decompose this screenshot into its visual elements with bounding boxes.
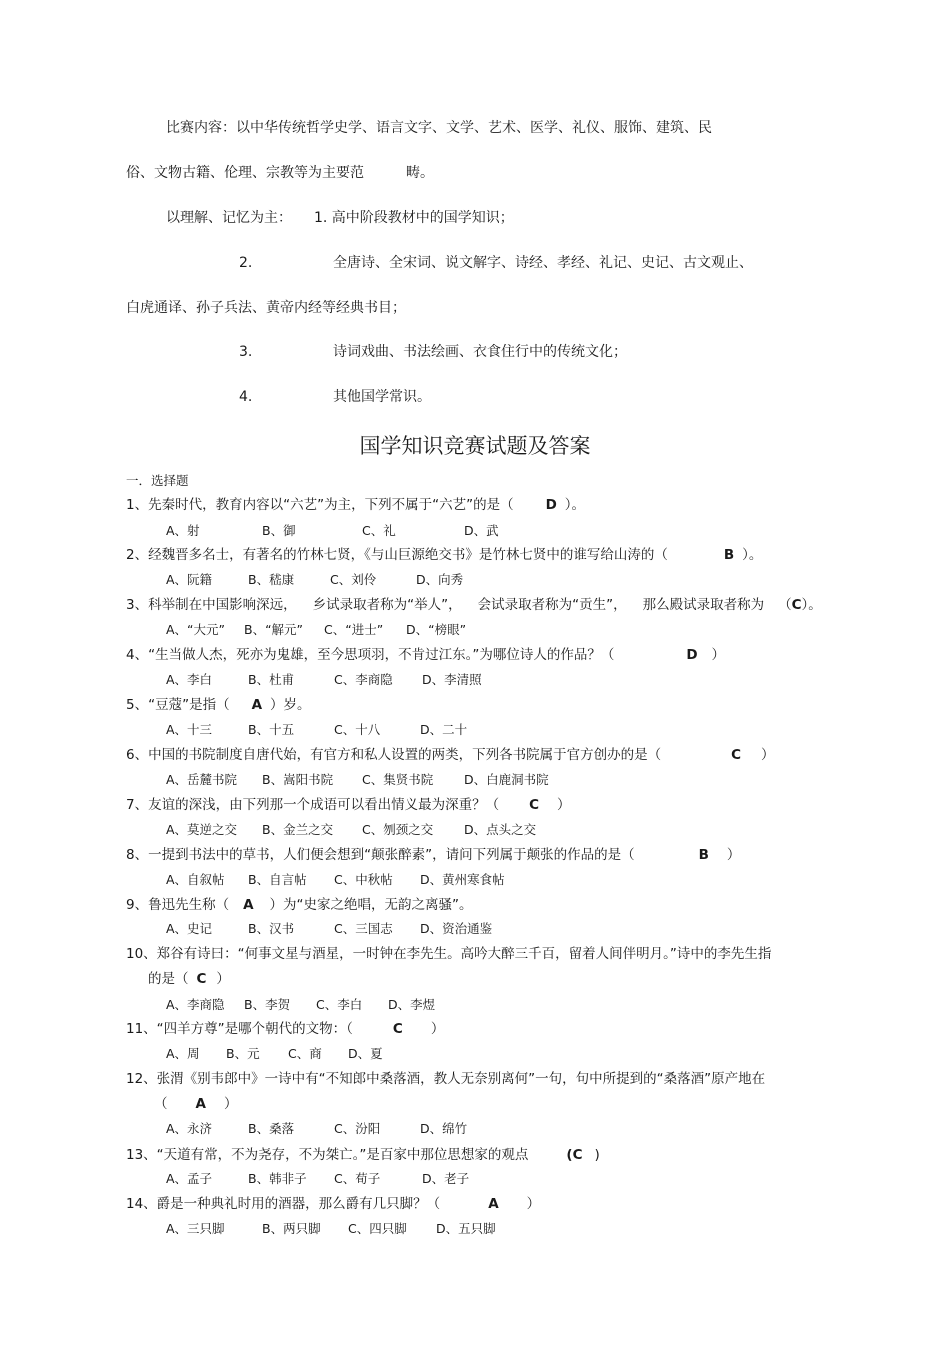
option-d: D、李煜 (388, 997, 436, 1012)
intro-item-2-cont: 白虎通译、孙子兵法、黄帝内经等经典书目； (126, 300, 406, 316)
option-d: D、绵竹 (420, 1121, 468, 1136)
option-b: B、李贺 (244, 997, 291, 1012)
option-c: C、集贤书院 (362, 772, 434, 787)
question-text-c: 会试录取者称为“贡生”， (477, 597, 627, 613)
intro-item-3-num: 3. (239, 344, 253, 360)
section-heading: 一．选择题 (126, 473, 189, 488)
options-14 (166, 1220, 496, 1238)
option-d: D、夏 (348, 1046, 383, 1061)
intro-line-2-b: 畴。 (406, 165, 434, 181)
option-c: C、刎颈之交 (362, 822, 434, 837)
option-c: C、荀子 (334, 1171, 381, 1186)
options-4 (166, 671, 482, 689)
answer: D (686, 647, 698, 663)
intro-item-4-text: 其他国学常识。 (333, 389, 431, 405)
question-12 (126, 1070, 765, 1088)
question-text-b: 乡试录取者称为“举人”， (312, 597, 462, 613)
question-9 (126, 896, 473, 914)
question-text: 4、“生当做人杰，死亦为鬼雄，至今思项羽，不肯过江东。”为哪位诗人的作品？（ (126, 647, 615, 663)
question-close: ）岁。 (270, 697, 311, 713)
question-13 (126, 1146, 600, 1164)
question-close: ） (223, 1096, 238, 1112)
question-14 (126, 1195, 540, 1213)
option-d: D、老子 (422, 1171, 470, 1186)
question-text-a: 3、科举制在中国影响深远， (126, 597, 297, 613)
question-1 (126, 496, 585, 514)
option-c: C、“进士” (324, 622, 384, 637)
intro-line-3 (166, 209, 514, 227)
intro-item-1: 1. 高中阶段教材中的国学知识； (314, 210, 514, 226)
question-5 (126, 696, 311, 714)
option-c: C、四只脚 (348, 1221, 407, 1236)
question-text: 12、张渭《别韦郎中》一诗中有“不知郎中桑落酒，教人无奈别离何”一句，句中所提到的“桑落酒”原产地在 (126, 1071, 766, 1087)
question-text-d: 那么殿试录取者称为 (642, 597, 765, 613)
option-a: A、阮籍 (166, 572, 213, 587)
option-b: B、自言帖 (248, 872, 307, 887)
option-d: D、“榜眼” (406, 622, 467, 637)
option-c: C、中秋帖 (334, 872, 393, 887)
question-close: ) (594, 1147, 600, 1163)
option-d: D、向秀 (416, 572, 464, 587)
option-c: C、十八 (334, 722, 381, 737)
options-3 (166, 621, 466, 639)
intro-item-2-text: 全唐诗、全宋词、说文解字、诗经、孝经、礼记、史记、古文观止、 (333, 255, 753, 271)
option-c: C、李白 (316, 997, 363, 1012)
intro-item-2-num: 2. (239, 255, 253, 271)
options-9 (166, 920, 492, 938)
option-d: D、二十 (420, 722, 468, 737)
question-close: ） (557, 797, 571, 813)
option-b: B、杜甫 (248, 672, 295, 687)
question-3 (126, 596, 822, 614)
option-a: A、孟子 (166, 1171, 213, 1186)
answer: C (196, 971, 207, 987)
question-text: 5、“豆蔻”是指（ (126, 697, 230, 713)
intro-item-3-text: 诗词戏曲、书法绘画、衣食住行中的传统文化； (333, 344, 627, 360)
question-close: ） (526, 1196, 541, 1212)
question-text: 11、“四羊方尊”是哪个朝代的文物：（ (126, 1021, 353, 1037)
option-c: C、李商隐 (334, 672, 393, 687)
question-7 (126, 796, 571, 814)
intro-item-4-num: 4. (239, 389, 253, 405)
option-b: B、嵇康 (248, 572, 295, 587)
option-b: B、汉书 (248, 921, 295, 936)
answer: B (723, 547, 735, 563)
question-close: ）为“史家之绝唱，无韵之离骚”。 (269, 897, 473, 913)
question-10 (126, 945, 771, 963)
option-a: A、周 (166, 1046, 200, 1061)
question-10-cont (148, 970, 230, 988)
options-13 (166, 1170, 469, 1188)
question-text: 10、郑谷有诗曰：“何事文星与酒星，一时钟在李先生。高吟大醉三千百，留着人间伴明月。”诗中的李先生指 (126, 946, 772, 962)
question-open: （ (154, 1096, 168, 1112)
question-close: ） (430, 1021, 445, 1037)
intro-lead: 以理解、记忆为主： (166, 210, 292, 226)
options-2 (166, 571, 463, 589)
option-a: A、自叙帖 (166, 872, 225, 887)
option-a: A、李商隐 (166, 997, 225, 1012)
option-d: D、点头之交 (464, 822, 537, 837)
options-10 (166, 996, 435, 1014)
question-8 (126, 846, 740, 864)
option-d: D、李清照 (422, 672, 482, 687)
question-close: ） (726, 847, 741, 863)
question-close: ）。 (742, 547, 763, 563)
intro-line-2-a: 俗、文物古籍、伦理、宗教等为主要范 (126, 165, 364, 181)
option-c: C、刘伶 (330, 572, 377, 587)
option-d: D、五只脚 (436, 1221, 496, 1236)
option-b: B、十五 (248, 722, 295, 737)
option-b: B、“解元” (244, 622, 304, 637)
answer: A (195, 1096, 206, 1112)
option-c: C、汾阳 (334, 1121, 381, 1136)
options-1 (166, 522, 499, 540)
question-6 (126, 746, 775, 764)
question-4 (126, 646, 725, 664)
question-close: ）。 (564, 497, 586, 513)
option-b: B、两只脚 (262, 1221, 321, 1236)
option-a: A、永济 (166, 1121, 213, 1136)
question-text: 1、先秦时代，教育内容以“六艺”为主，下列不属于“六艺”的是（ (126, 497, 514, 513)
option-a: A、史记 (166, 921, 213, 936)
question-close: ） (711, 647, 726, 663)
options-5 (166, 721, 467, 739)
question-open: （ (778, 597, 792, 613)
option-b: B、嵩阳书院 (262, 772, 334, 787)
option-d: D、武 (464, 523, 499, 538)
option-d: D、黄州寒食帖 (420, 872, 505, 887)
option-b: B、元 (226, 1046, 260, 1061)
option-d: D、资治通鉴 (420, 921, 493, 936)
answer: D (545, 497, 557, 513)
intro-line-1: 比赛内容：以中华传统哲学史学、语言文字、文学、艺术、医学、礼仪、服饰、建筑、民 (166, 120, 712, 136)
option-b: B、桑落 (248, 1121, 295, 1136)
option-d: D、白鹿洞书院 (464, 772, 549, 787)
option-a: A、射 (166, 523, 200, 538)
question-close: ） (216, 971, 230, 987)
question-12-cont (154, 1095, 237, 1113)
answer: C (731, 747, 742, 763)
option-b: B、韩非子 (248, 1171, 307, 1186)
options-7 (166, 821, 536, 839)
option-a: A、“大元” (166, 622, 226, 637)
question-close: ） (761, 747, 775, 763)
options-12 (166, 1120, 467, 1138)
option-a: A、三只脚 (166, 1221, 225, 1236)
option-a: A、十三 (166, 722, 213, 737)
options-11 (166, 1045, 383, 1063)
answer: A (488, 1196, 499, 1212)
question-text: 13、“天道有常，不为尧存，不为桀亡。”是百家中那位思想家的观点 (126, 1147, 529, 1163)
options-6 (166, 771, 549, 789)
option-b: B、御 (262, 523, 296, 538)
question-text-cont: 的是（ (148, 971, 189, 987)
intro-line-2 (126, 164, 434, 182)
option-a: A、莫逆之交 (166, 822, 238, 837)
question-text: 6、中国的书院制度自唐代始，有官方和私人设置的两类，下列各书院属于官方创办的是（ (126, 747, 662, 763)
answer: C (392, 1021, 403, 1037)
question-text: 14、爵是一种典礼时用的酒器，那么爵有几只脚？（ (126, 1196, 441, 1212)
question-11 (126, 1020, 444, 1038)
question-close: ）。 (801, 597, 822, 613)
question-text: 2、经魏晋多名士，有著名的竹林七贤，《与山巨源绝交书》是竹林七贤中的谁写给山涛的（ (126, 547, 668, 563)
option-a: A、岳麓书院 (166, 772, 238, 787)
option-c: C、商 (288, 1046, 322, 1061)
answer: C (529, 797, 540, 813)
page-title: 国学知识竞赛试题及答案 (359, 434, 591, 458)
options-8 (166, 871, 505, 889)
option-a: A、李白 (166, 672, 213, 687)
answer: B (698, 847, 709, 863)
option-c: C、三国志 (334, 921, 393, 936)
option-b: B、金兰之交 (262, 822, 334, 837)
question-text: 7、友谊的深浅，由下列那一个成语可以看出情义最为深重？（ (126, 797, 500, 813)
question-text: 8、一提到书法中的草书，人们便会想到“颠张醉素”，请问下列属于颠张的作品的是（ (126, 847, 635, 863)
answer: (C (566, 1147, 583, 1163)
question-2 (126, 546, 762, 564)
question-text: 9、鲁迅先生称（ (126, 897, 230, 913)
answer: A (243, 897, 254, 913)
option-c: C、礼 (362, 523, 396, 538)
answer: C (791, 597, 802, 613)
answer: A (251, 697, 263, 713)
